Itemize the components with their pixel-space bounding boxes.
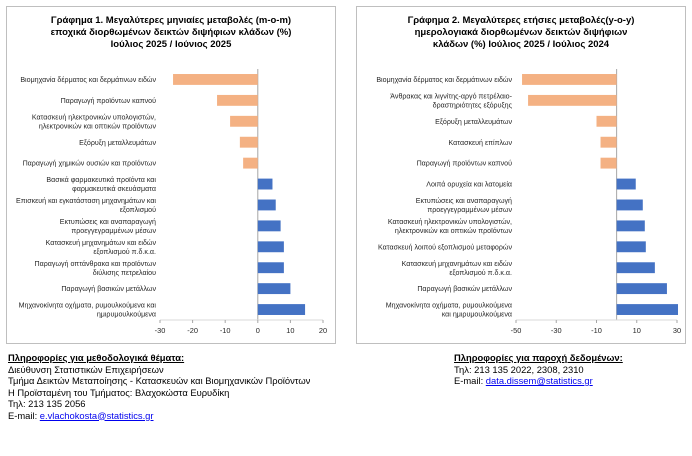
category-label: Παραγωγή βασικών μετάλλων [417, 285, 512, 294]
category-label: εξοπλισμού π.δ.κ.α. [449, 268, 512, 277]
category-label: Εξόρυξη μεταλλευμάτων [79, 138, 156, 147]
category-label: Κατασκευή ηλεκτρονικών υπολογιστών, [31, 113, 156, 122]
chart-title-line: ημερολογιακά διορθωμένων δεικτών διψήφιων [414, 27, 628, 38]
bar [617, 241, 646, 252]
category-label: Μηχανοκίνητα οχήματα, ρυμουλκούμενα και [18, 301, 156, 310]
category-label: Λοιπά ορυχεία και λατομεία [426, 180, 512, 189]
bar [258, 220, 281, 231]
category-label: Μηχανοκίνητα οχήματα, ρυμουλκούμενα [385, 301, 512, 310]
x-tick-label: 10 [632, 326, 641, 335]
chart-panel-monthly [6, 6, 336, 344]
bar [240, 137, 258, 148]
email-line [454, 375, 623, 387]
category-label: Κατασκευή λοιπού εξοπλισμού μεταφορών [378, 243, 512, 252]
data-provision-header: Πληροφορίες για παροχή δεδομένων: [454, 352, 623, 363]
bar [243, 158, 258, 169]
methodology-header: Πληροφορίες για μεθοδολογικά θέματα: [8, 352, 185, 363]
category-label: εξοπλισμού π.δ.κ.α. [93, 247, 156, 256]
category-label: και ημιρυμουλκούμενα [441, 310, 512, 319]
category-label: ημιρυμουλκούμενα [96, 310, 156, 319]
bar [617, 220, 645, 231]
category-label: Βιομηχανία δέρματος και δερμάτινων ειδών [20, 76, 156, 85]
phone-line: Τηλ: 213 135 2056 [8, 398, 86, 409]
email-label: E-mail: [8, 409, 40, 421]
bar [522, 74, 617, 85]
category-label: Κατασκευή επίπλων [448, 138, 512, 147]
category-label: προεγγεγραμμένων μέσων [71, 226, 156, 235]
category-label: Κατασκευή μηχανημάτων και ειδών [401, 259, 512, 268]
bar [258, 283, 291, 294]
bar [528, 95, 617, 106]
category-label: προεγγεγραμμένων μέσων [427, 206, 512, 215]
bar [617, 179, 636, 190]
category-label: Εξόρυξη μεταλλευμάτων [435, 117, 512, 126]
category-label: Κατασκευή ηλεκτρονικών υπολογιστών, [387, 217, 512, 226]
category-label: Άνθρακας και λιγνίτης-αργό πετρέλαιο- [390, 92, 512, 101]
email-label: E-mail: [454, 375, 486, 386]
bar [597, 116, 617, 127]
x-tick-label: -20 [187, 326, 198, 335]
bar [258, 179, 273, 190]
category-label: Παραγωγή προϊόντων καπνού [416, 159, 512, 168]
bar [258, 241, 284, 252]
bar [230, 116, 258, 127]
category-label: ηλεκτρονικών και οπτικών προϊόντων [38, 122, 156, 131]
category-label: φαρμακευτικά σκευάσματα [72, 185, 156, 194]
category-label: Κατασκευή μηχανημάτων και ειδών [45, 238, 156, 247]
chart-title-line: κλάδων (%) Ιούλιος 2025 / Ιούλιος 2024 [432, 39, 610, 50]
phone-line: Τηλ: 213 135 2022, 2308, 2310 [454, 363, 584, 375]
methodology-email-link[interactable]: e.vlachokosta@statistics.gr [39, 409, 154, 421]
bar [617, 304, 678, 315]
bar [617, 262, 655, 273]
chart-title-line: Γράφημα 1. Μεγαλύτερες μηνιαίες μεταβολές (m-o-m) [50, 15, 292, 26]
head-of-department-line: Η Προϊσταμένη του Τμήματος: Βλαχοκώστα Ευρυδίκη [8, 386, 230, 398]
bar [258, 262, 284, 273]
category-label: Παραγωγή οπτάνθρακα και προϊόντων [34, 259, 156, 268]
bar [217, 95, 258, 106]
data-provision-info [454, 352, 623, 387]
x-tick-label: 10 [286, 326, 295, 335]
category-label: Παραγωγή βασικών μετάλλων [61, 285, 156, 294]
category-label: Βασικά φαρμακευτικά προϊόντα και [46, 176, 156, 185]
bar [601, 158, 617, 169]
category-label: εξοπλισμού [119, 206, 156, 215]
chart-title-line: εποχικά διορθωμένων δεικτών διψήφιων κλάδων (%) [50, 27, 292, 38]
methodology-info [8, 352, 310, 421]
x-tick-label: -10 [591, 326, 602, 335]
data-email-link[interactable]: data.dissem@statistics.gr [485, 375, 593, 386]
category-label: Επισκευή και εγκατάσταση μηχανημάτων και [16, 197, 156, 206]
bar [258, 304, 305, 315]
category-label: δραστηριότητες εξόρυξης [432, 101, 512, 110]
directorate-line: Διεύθυνση Στατιστικών Επιχειρήσεων [8, 363, 164, 375]
category-label: διύλισης πετρελαίου [92, 268, 156, 277]
email-line [8, 410, 310, 422]
chart-panel-annual [356, 6, 686, 344]
monthly-change-bar-chart [7, 7, 337, 345]
category-label: ηλεκτρονικών και οπτικών προϊόντων [394, 226, 512, 235]
x-tick-label: 0 [255, 326, 260, 335]
x-tick-label: -50 [510, 326, 522, 335]
category-label: Εκτυπώσεις και αναπαραγωγή [415, 197, 512, 206]
category-label: Παραγωγή προϊόντων καπνού [60, 96, 156, 105]
x-tick-label: 20 [318, 326, 328, 335]
chart-title-line: Ιούλιος 2025 / Ιούνιος 2025 [110, 39, 232, 50]
x-tick-label: -30 [154, 326, 166, 335]
bar [173, 74, 258, 85]
department-line: Τμήμα Δεικτών Μεταποίησης - Κατασκευών και Βιομηχανικών Προϊόντων [8, 375, 311, 386]
annual-change-bar-chart [357, 7, 687, 345]
chart-title-line: Γράφημα 2. Μεγαλύτερες ετήσιες μεταβολές(y-o-y) [407, 15, 635, 26]
x-tick-label: -10 [219, 326, 231, 335]
category-label: Παραγωγή χημικών ουσιών και προϊόντων [22, 159, 156, 168]
x-tick-label: 30 [672, 326, 682, 335]
bar [617, 283, 667, 294]
bar [601, 137, 617, 148]
category-label: Εκτυπώσεις και αναπαραγωγή [59, 217, 156, 226]
x-tick-label: -30 [550, 326, 562, 335]
bar [258, 200, 276, 211]
category-label: Βιομηχανία δέρματος και δερμάτινων ειδών [376, 76, 512, 85]
bar [617, 200, 643, 211]
